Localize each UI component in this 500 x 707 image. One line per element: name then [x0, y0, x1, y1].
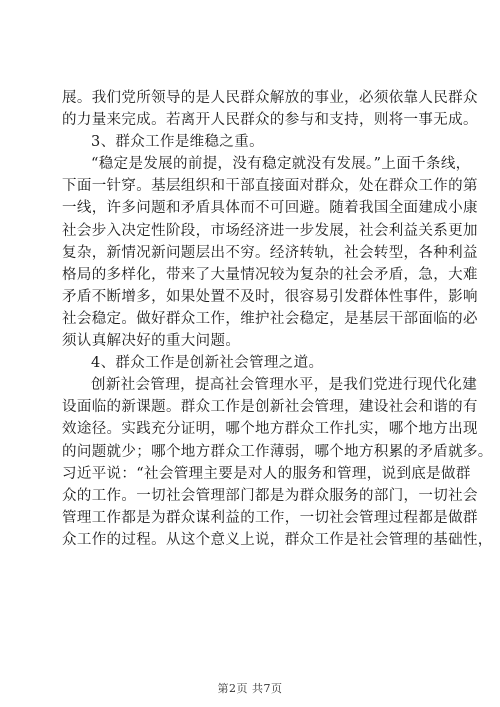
body-line: 社会步入决定性阶段，市场经济进一步发展，社会利益关系更加 [62, 222, 478, 239]
body-line: 格局的多样化，带来了大量情况较为复杂的社会矛盾，急，大难 [62, 266, 478, 283]
body-line: 的力量来完成。若离开人民群众的参与和支持，则将一事无成。 [62, 112, 478, 129]
section-heading: 3、群众工作是维稳之重。 [91, 134, 264, 151]
body-line: 管理工作都是为群众谋利益的工作，一切社会管理过程都是做群 [62, 509, 478, 526]
body-line: 众工作的过程。从这个意义上说，群众工作是社会管理的基础性， [62, 531, 493, 548]
body-line: 展。我们党所领导的是人民群众解放的事业，必须依靠人民群众 [62, 90, 478, 106]
body-line: 创新社会管理，提高社会管理水平，是我们党进行现代化建 [91, 377, 478, 394]
body-line: 的问题就少；哪个地方群众工作薄弱，哪个地方积累的矛盾就多。 [62, 443, 493, 460]
body-line: 复杂，新情况新问题层出不穷。经济转轨，社会转型，各种利益 [62, 244, 478, 261]
body-line: 须认真解决好的重大问题。 [62, 333, 241, 350]
body-line: 效途径。实践充分证明，哪个地方群众工作扎实，哪个地方出现 [62, 421, 478, 438]
document-body [62, 87, 493, 551]
section-heading: 4、群众工作是创新社会管理之道。 [91, 355, 324, 372]
body-line: 下面一针穿。基层组织和干部直接面对群众，处在群众工作的第 [62, 178, 478, 195]
body-line: 一线，许多问题和矛盾具体而不可回避。随着我国全面建成小康 [62, 200, 478, 217]
body-line: 众的工作。一切社会管理部门都是为群众服务的部门，一切社会 [62, 487, 478, 504]
body-line: 习近平说：“社会管理主要是对人的服务和管理，说到底是做群 [62, 465, 471, 482]
page-number: 第2页 共7页 [217, 682, 283, 695]
body-line: 设面临的新课题。群众工作是创新社会管理，建设社会和谐的有 [62, 399, 478, 416]
body-line: “稳定是发展的前提，没有稳定就没有发展。”上面千条线， [91, 156, 471, 173]
body-line: 矛盾不断增多，如果处置不及时，很容易引发群体性事件，影响 [62, 288, 478, 305]
body-line: 社会稳定。做好群众工作，维护社会稳定，是基层干部面临的必 [62, 310, 478, 327]
